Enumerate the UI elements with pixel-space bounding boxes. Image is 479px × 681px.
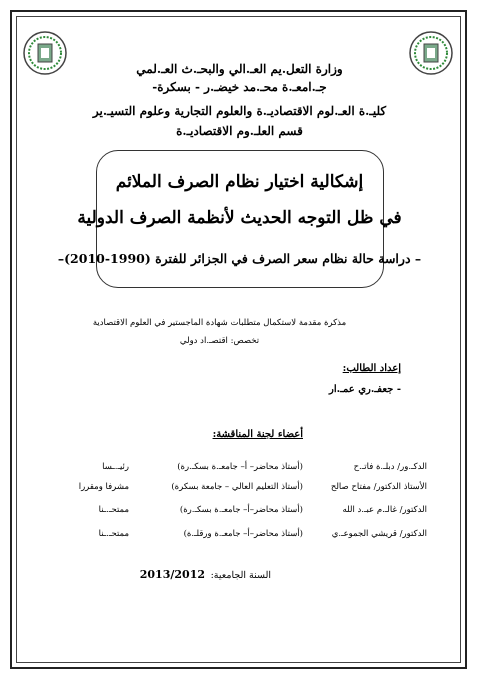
committee-heading: أعضاء لجنة المناقشة:	[212, 429, 303, 440]
department-name: قسم العلـ.وم الاقتصاديـ.ة	[176, 124, 303, 138]
university-name: جـ.امعـ.ة محـ.مد خيضـ.ر - بسكرة-	[152, 80, 327, 94]
member-1-name: الدكـ.ور/ دبلـ.ة فاتـ.ح	[353, 462, 427, 472]
faculty-name: كليـ.ة العـ.لوم الاقتصاديـ.ة والعلوم التجارية وعلوم التسيـ.ير	[92, 104, 387, 118]
thesis-title-line1: إشكالية اختيار نظام الصرف الملائم	[115, 172, 364, 192]
student-heading: إعداد الطالب:	[342, 363, 401, 374]
thesis-title-line2: في ظل التوجه الحديث لأنظمة الصرف الدولية	[77, 208, 402, 228]
member-4-name: الدكتور/ قريشي الجموعـ.ي	[331, 529, 427, 539]
ministry-name: وزارة التعل.يم العـ.الي والبحـ.ث العـ.لمي	[136, 62, 343, 76]
student-name: - جعفـ.ري عمـ.ار	[328, 384, 401, 395]
academic-year: 2013/2012	[139, 568, 205, 581]
memo-description: مذكرة مقدمة لاستكمال متطلبات شهادة الماجستير في العلوم الاقتصادية	[92, 318, 347, 328]
member-2-name: الأستاذ الدكتور/ مفتاح صالح	[330, 482, 427, 492]
member-3-name: الدكتور/ غالـ.م عبـ.د الله	[342, 505, 427, 515]
member-2-role: مشرفا ومقررا	[78, 482, 129, 492]
member-3-role: ممتحـ.ـنا	[98, 505, 129, 515]
member-2-rank: (أستاذ التعليم العالي – جامعة بسكرة)	[171, 482, 303, 492]
member-1-rank: (أستاذ محاضر– أ– جامعـ.ة بسكـ.رة)	[177, 462, 303, 472]
member-4-rank: (أستاذ محاضر–أ– جامعـ.ة ورقلـ.ة)	[183, 529, 303, 539]
specialty: تخصص: اقتصـ.اد دولي	[179, 336, 260, 346]
member-4-role: ممتحـ.ـنا	[98, 529, 129, 539]
member-3-rank: (أستاذ محاضر–أ– جامعـ.ة بسكـ.رة)	[179, 505, 303, 515]
thesis-subtitle: – دراسة حالة نظام سعر الصرف في الجزائر للفترة (1990-2010)–	[57, 251, 422, 266]
member-1-role: رئيـ.ـسا	[102, 462, 129, 472]
year-label: السنة الجامعية:	[210, 570, 271, 581]
